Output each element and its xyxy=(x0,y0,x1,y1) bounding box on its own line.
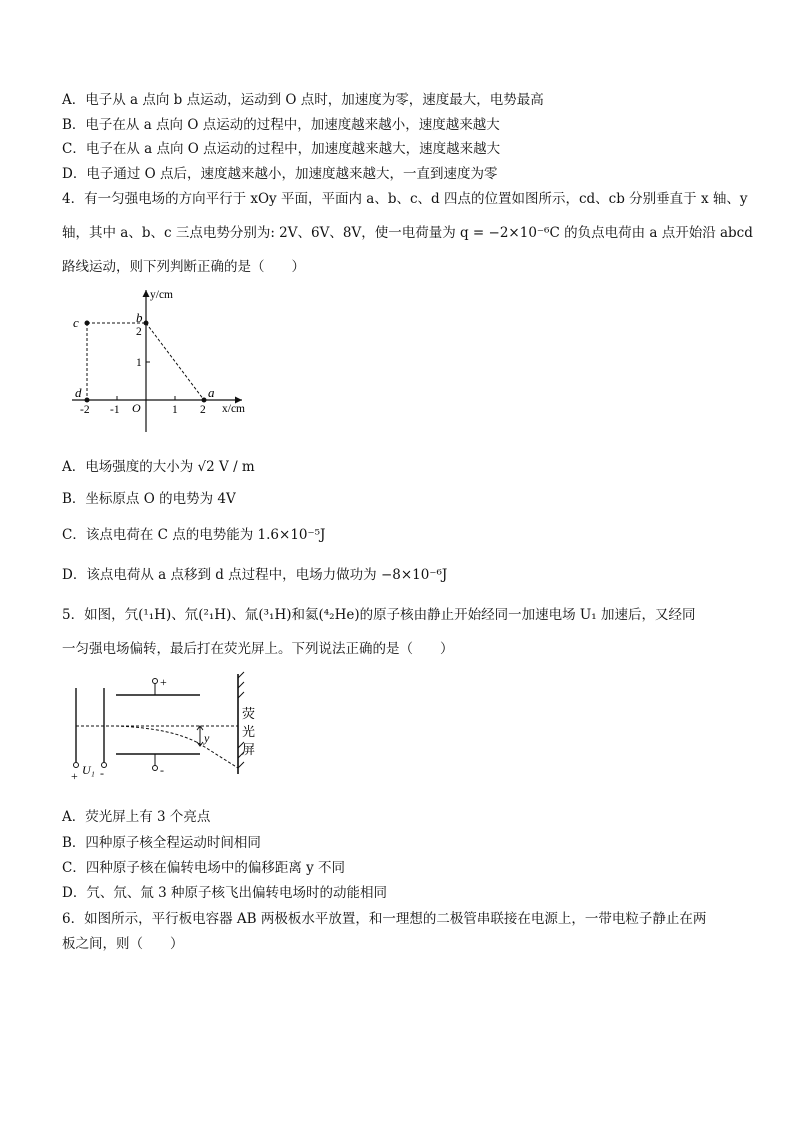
trajectory xyxy=(76,726,238,768)
y-axis-label: y/cm xyxy=(150,289,173,301)
accel-plus: + xyxy=(71,769,78,782)
q3-option-d: D．电子通过 O 点后，速度越来越小，加速度越来越大，一直到速度为零 xyxy=(62,166,498,182)
point-b xyxy=(144,321,149,326)
point-d xyxy=(85,398,90,403)
x-axis-label: x/cm xyxy=(222,403,245,415)
screen-label-2: 光 xyxy=(242,724,256,739)
q4-coordinate-figure xyxy=(62,284,262,436)
voltage-label: U₁ xyxy=(82,763,95,777)
label-d: d xyxy=(75,385,82,400)
label-c: c xyxy=(73,315,79,330)
q3-option-c: C．电子在从 a 点向 O 点运动的过程中，加速度越来越大，速度越来越大 xyxy=(62,141,501,157)
x-tick-neg1: -1 xyxy=(110,404,120,416)
point-a xyxy=(202,398,207,403)
deflect-plus: + xyxy=(160,675,167,689)
q4-option-c: C．该点电荷在 C 点的电势能为 1.6×10⁻⁵J xyxy=(62,527,326,543)
label-a: a xyxy=(208,385,215,400)
q4-stem-line-1: 4．有一匀强电场的方向平行于 xOy 平面，平面内 a、b、c、d 四点的位置如图所示，cd、cb 分别垂直于 x 轴、y xyxy=(62,191,748,207)
q5-option-d: D．氕、氘、氚 3 种原子核飞出偏转电场时的动能相同 xyxy=(62,885,387,901)
deflect-minus: - xyxy=(160,763,164,777)
q5-deflection-figure xyxy=(62,670,272,782)
q5-option-a: A．荧光屏上有 3 个亮点 xyxy=(62,809,211,825)
q5-stem-line-2: 一匀强电场偏转，最后打在荧光屏上。下列说法正确的是（ ） xyxy=(62,641,454,657)
screen-label-1: 荧 xyxy=(242,706,256,721)
q3-option-b: B．电子在从 a 点向 O 点运动的过程中，加速度越来越小，速度越来越大 xyxy=(62,117,500,133)
segment-ba xyxy=(146,323,204,400)
q4-option-d: D．该点电荷从 a 点移到 d 点过程中，电场力做功为 −8×10⁻⁶J xyxy=(62,567,448,583)
y-tick-2: 2 xyxy=(136,326,142,338)
x-tick-2: 2 xyxy=(200,404,206,416)
q3-option-a: A．电子从 a 点向 b 点运动，运动到 O 点时，加速度为零，速度最大，电势最高 xyxy=(62,92,544,108)
q5-stem-line-1: 5．如图，氕(¹₁H)、氘(²₁H)、氚(³₁H)和氦(⁴₂He)的原子核由静止开始经同一加速电场 U₁ 加速后，又经同 xyxy=(62,607,696,623)
q4-stem-line-2: 轴，其中 a、b、c 三点电势分别为: 2V、6V、8V，使一电荷量为 q = −2×10⁻⁶C 的负点电荷由 a 点开始沿 abcd xyxy=(62,225,753,241)
screen-label-3: 屏 xyxy=(242,742,256,757)
x-tick-1: 1 xyxy=(172,404,178,416)
x-tick-neg2: -2 xyxy=(80,404,90,416)
q4-option-a: A．电场强度的大小为 √2 V / m xyxy=(62,459,255,475)
origin-label: O xyxy=(132,401,141,415)
q6-stem-line-2: 板之间，则（ ） xyxy=(62,936,184,952)
q6-stem-line-1: 6．如图所示，平行板电容器 AB 两极板水平放置，和一理想的二极管串联接在电源上，一带电粒子静止在两 xyxy=(62,911,707,927)
label-b: b xyxy=(136,310,143,325)
q4-option-b: B．坐标原点 O 的电势为 4V xyxy=(62,491,236,507)
q5-option-b: B．四种原子核全程运动时间相同 xyxy=(62,835,261,851)
deflection-y-label: y xyxy=(204,731,210,745)
q5-option-c: C．四种原子核在偏转电场中的偏移距离 y 不同 xyxy=(62,860,346,876)
accel-minus: - xyxy=(100,766,104,780)
point-c xyxy=(85,321,90,326)
q4-stem-line-3: 路线运动，则下列判断正确的是（ ） xyxy=(62,259,305,275)
y-tick-1: 1 xyxy=(136,357,142,369)
